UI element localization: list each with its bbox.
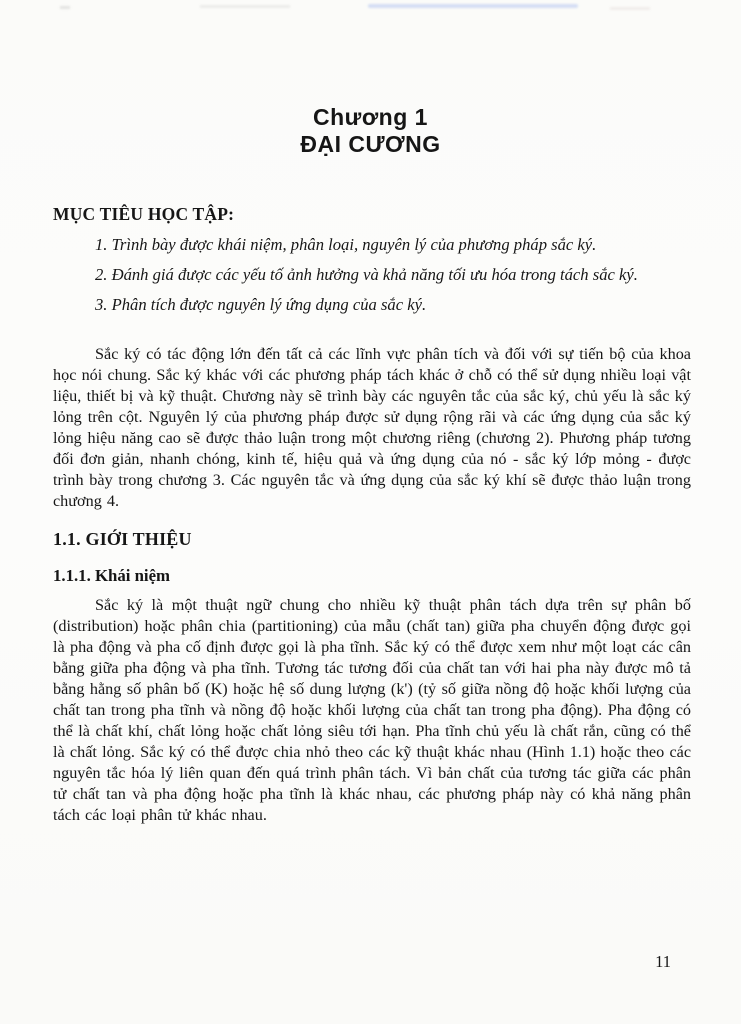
objective-item: 1. Trình bày được khái niệm, phân loại, nguyên lý của phương pháp sắc ký. <box>95 235 597 254</box>
objectives-heading: MỤC TIÊU HỌC TẬP: <box>53 204 235 224</box>
intro-paragraph: Sắc ký có tác động lớn đến tất cả các lĩnh vực phân tích và đối với sự tiến bộ của khoa học nói chung. Sắc ký khác với các phương pháp tách khác ở chỗ có thể sử dụng nhiều loại vật liệu, thiết bị và kỹ thuật. Chương này sẽ trình bày các nguyên tắc của sắc ký, chủ yếu là sắc ký lỏng trên cột. Nguyên lý của phương pháp được sử dụng rộng rãi và các ứng dụng của sắc ký lỏng hiệu năng cao sẽ được thảo luận trong một chương riêng (chương 2). Phương pháp tương đối đơn giản, nhanh chóng, kinh tế, hiệu quả và ứng dụng của nó - sắc ký lớp mỏng - được trình bày trong chương 3. Các nguyên tắc và ứng dụng của sắc ký khí sẽ được thảo luận trong chương 4. <box>53 345 691 510</box>
subsection-heading: 1.1.1. Khái niệm <box>53 566 171 585</box>
scan-artifact <box>60 6 70 9</box>
chapter-label: Chương 1 <box>313 104 428 130</box>
concept-paragraph: Sắc ký là một thuật ngữ chung cho nhiều kỹ thuật phân tách dựa trên sự phân bố (distribution) hoặc phân chia (partitioning) của mẫu (chất tan) giữa pha chuyển động được gọi là pha động và pha cố định được gọi là pha tĩnh. Sắc ký có thể được xem như một loạt các cân bằng giữa pha động và pha tĩnh. Tương tác tương đối của chất tan với hai pha này được mô tả bằng hằng số phân bố (K) hoặc hệ số dung lượng (k') (tỷ số giữa nồng độ hoặc khối lượng của chất tan trong pha tĩnh và nồng độ hoặc khối lượng của chất tan trong pha động). Pha động có thể là chất khí, chất lỏng hoặc chất lỏng siêu tới hạn. Pha tĩnh chủ yếu là chất rắn, cũng có thể là chất lỏng. Sắc ký có thể được chia nhỏ theo các kỹ thuật khác nhau (Hình 1.1) hoặc theo các nguyên tắc hóa lý liên quan đến quá trình phân tách. Vì bản chất của tương tác giữa các phân tử chất tan và pha động hoặc pha tĩnh là khác nhau, các phương pháp này có khả năng phân tách các loại phân tử khác nhau. <box>53 596 691 824</box>
objective-item: 3. Phân tích được nguyên lý ứng dụng của sắc ký. <box>95 295 427 314</box>
page-content <box>53 204 691 826</box>
objectives-list <box>53 235 691 315</box>
section-heading: 1.1. GIỚI THIỆU <box>53 529 192 549</box>
chapter-title-block <box>0 104 741 158</box>
chapter-title: ĐẠI CƯƠNG <box>300 131 441 157</box>
scan-artifact <box>368 4 578 8</box>
page-number: 11 <box>655 952 671 971</box>
scan-artifact <box>610 7 650 10</box>
objective-item: 2. Đánh giá được các yếu tố ảnh hưởng và khả năng tối ưu hóa trong tách sắc ký. <box>95 265 638 284</box>
scan-artifact <box>200 5 290 8</box>
